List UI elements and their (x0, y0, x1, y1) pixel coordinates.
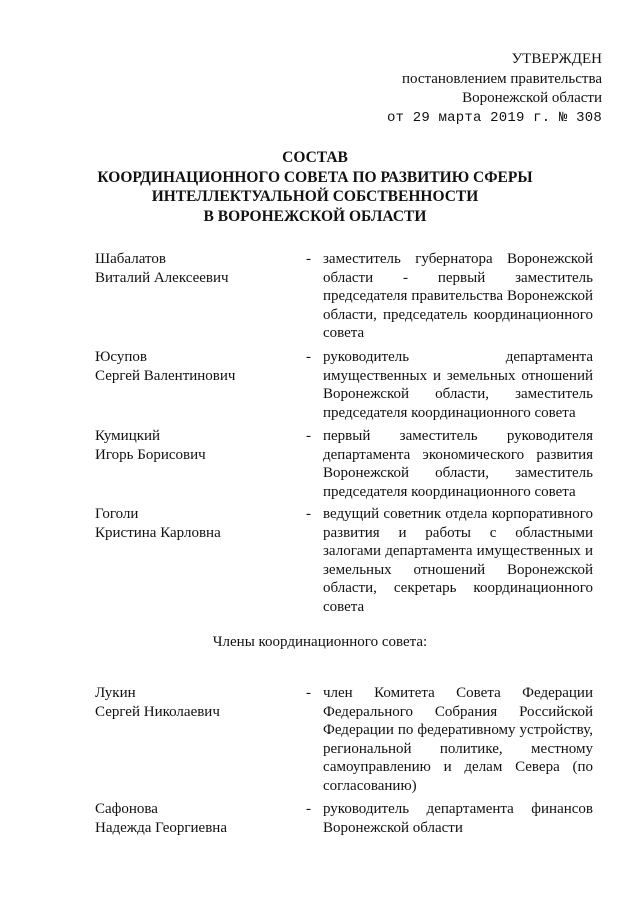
document-title (60, 148, 570, 226)
member-given-names: Игорь Борисович (95, 446, 206, 463)
member-given-names: Надежда Георгиевна (95, 819, 227, 836)
member-given-names: Сергей Валентинович (95, 367, 236, 384)
dash-separator: - (306, 685, 311, 701)
member-role: первый заместитель руководителя департамента экономического развития Воронежской области, заместитель председателя координационного совета (323, 428, 593, 500)
member-surname: Юсупов (95, 349, 147, 365)
dash-separator: - (306, 428, 311, 444)
member-given-names: Сергей Николаевич (95, 703, 220, 720)
member-surname: Кумицкий (95, 428, 161, 444)
title-line-3: ИНТЕЛЛЕКТУАЛЬНОЙ СОБСТВЕННОСТИ (151, 188, 479, 205)
member-given-names: Кристина Карловна (95, 524, 221, 541)
dash-separator: - (306, 506, 311, 522)
member-name (95, 427, 295, 464)
member-role: заместитель губернатора Воронежской области - первый заместитель председателя правительства Воронежской области, председатель координационного совета (323, 251, 593, 342)
title-line-2: КООРДИНАЦИОННОГО СОВЕТА ПО РАЗВИТИЮ СФЕРЫ (97, 168, 533, 186)
member-role: ведущий советник отдела корпоративного развития и работы с областными залогами департамента имущественных и земельных отношений Воронежской области, секретарь координационного совета (323, 506, 593, 615)
member-surname: Шабалатов (95, 251, 166, 267)
member-name (95, 348, 295, 385)
member-surname: Сафонова (95, 801, 158, 817)
approval-word: УТВЕРЖДЕН (511, 51, 602, 67)
member-name (95, 505, 295, 542)
member-role: руководитель департамента финансов Воронежской области (323, 801, 593, 836)
members-section-heading: Члены координационного совета: (212, 634, 428, 650)
member-given-names: Виталий Алексеевич (95, 269, 229, 286)
approval-resolution: постановлением правительства (401, 70, 602, 87)
approval-date-number: от 29 марта 2019 г. № 308 (386, 109, 602, 126)
member-role: руководитель департамента имущественных и земельных отношений Воронежской области, заместитель председателя координационного совета (323, 349, 593, 421)
dash-separator: - (306, 349, 311, 365)
approval-stamp (387, 50, 602, 128)
member-name (95, 800, 295, 837)
title-line-4: В ВОРОНЕЖСКОЙ ОБЛАСТИ (203, 207, 427, 225)
member-name (95, 250, 295, 287)
member-surname: Лукин (95, 685, 136, 701)
approval-region: Воронежской области (462, 90, 602, 106)
dash-separator: - (306, 801, 311, 817)
title-line-1: СОСТАВ (282, 149, 348, 166)
member-surname: Гоголи (95, 506, 139, 522)
member-name (95, 684, 295, 721)
dash-separator: - (306, 251, 311, 267)
member-role: член Комитета Совета Федерации Федерального Собрания Российской Федерации по федеративному устройству, региональной политике, местному самоуправлению и делам Севера (по согласованию) (323, 685, 593, 794)
